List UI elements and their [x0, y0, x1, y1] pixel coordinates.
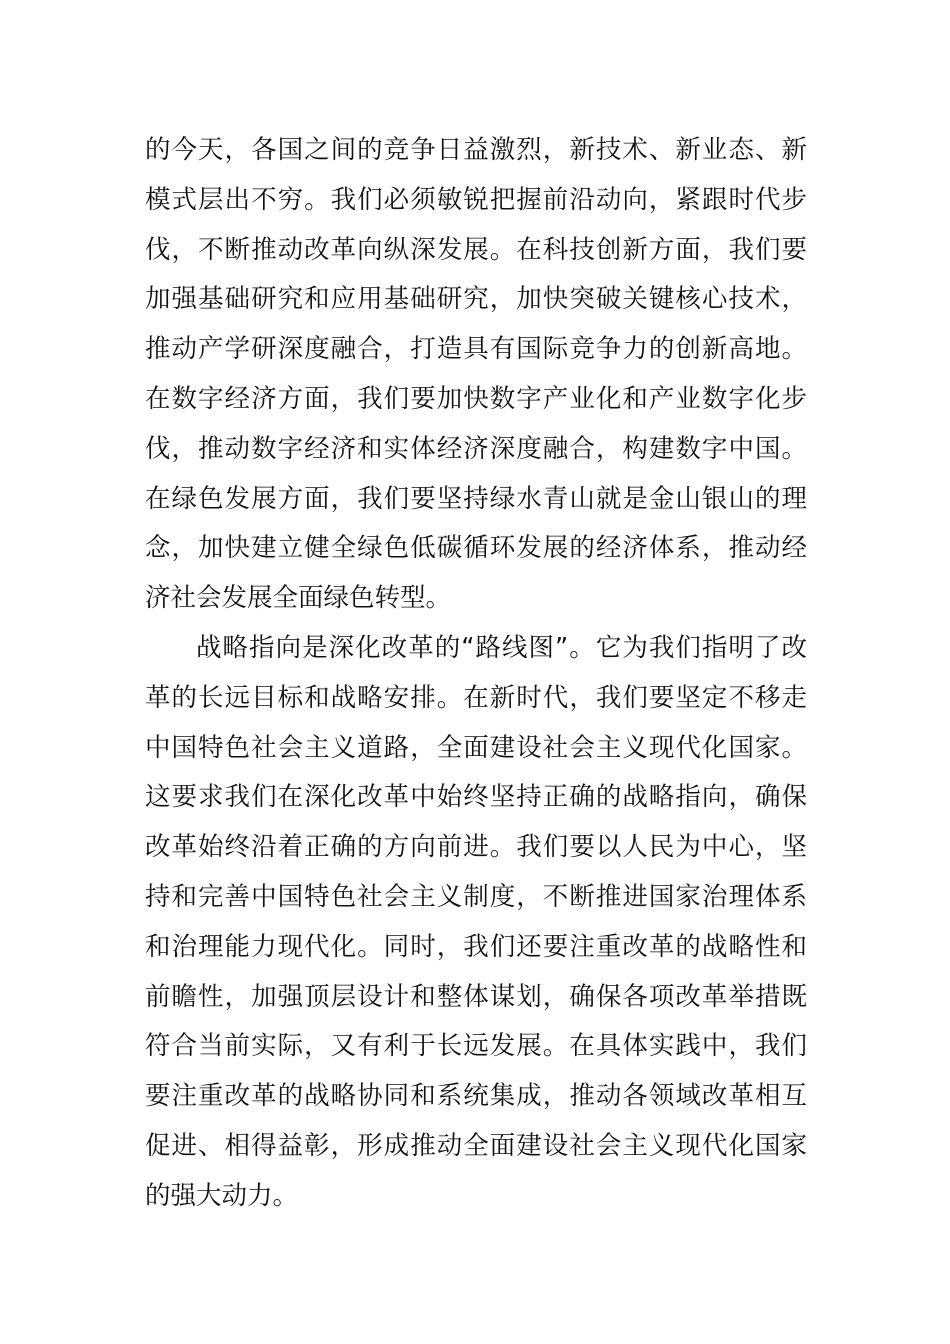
body-text — [145, 126, 807, 1222]
paragraph-strategy: 战略指向是深化改革的“路线图”。它为我们指明了改革的长远目标和战略安排。在新时代，我们要坚定不移走中国特色社会主义道路，全面建设社会主义现代化国家。这要求我们在深化改革中始终坚持正确的战略指向，确保改革始终沿着正确的方向前进。我们要以人民为中心，坚持和完善中国特色社会主义制度，不断推进国家治理体系和治理能力现代化。同时，我们还要注重改革的战略性和前瞻性，加强顶层设计和整体谋划，确保各项改革举措既符合当前实际，又有利于长远发展。在具体实践中，我们要注重改革的战略协同和系统集成，推动各领域改革相互促进、相得益彰，形成推动全面建设社会主义现代化国家的强大动力。 — [145, 632, 807, 1211]
paragraph-continued: 的今天，各国之间的竞争日益激烈，新技术、新业态、新模式层出不穷。我们必须敏锐把握前沿动向，紧跟时代步伐，不断推动改革向纵深发展。在科技创新方面，我们要加强基础研究和应用基础研究，加快突破关键核心技术，推动产学研深度融合，打造具有国际竞争力的创新高地。在数字经济方面，我们要加快数字产业化和产业数字化步伐，推动数字经济和实体经济深度融合，构建数字中国。在绿色发展方面，我们要坚持绿水青山就是金山银山的理念，加快建立健全绿色低碳循环发展的经济体系，推动经济社会发展全面绿色转型。 — [145, 135, 807, 614]
